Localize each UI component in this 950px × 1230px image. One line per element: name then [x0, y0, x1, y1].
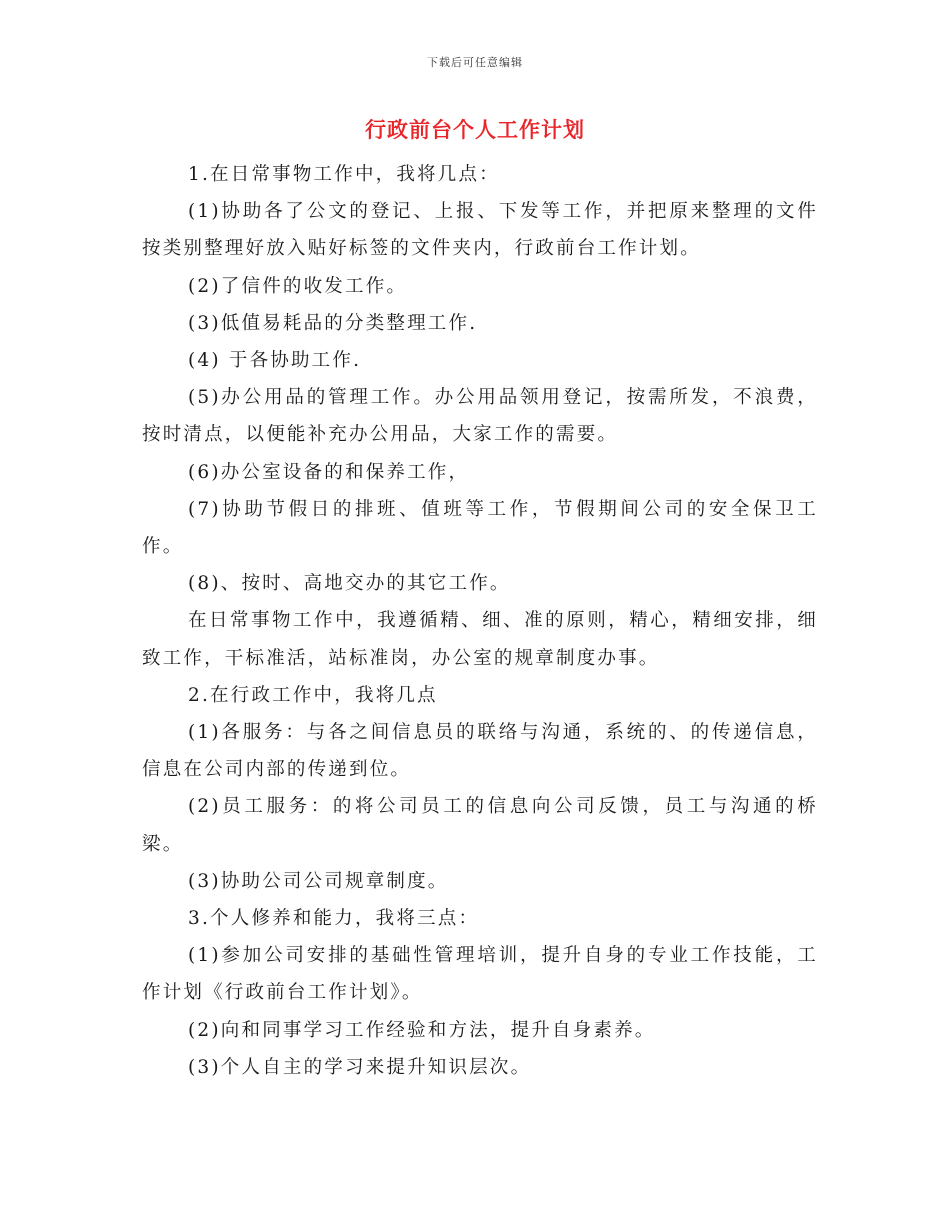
- paragraph: 3.个人修养和能力，我将三点：: [188, 908, 480, 930]
- paragraph: 2.在行政工作中，我将几点: [188, 684, 438, 706]
- paragraph: 1.在日常事物工作中，我将几点：: [188, 164, 500, 185]
- paragraph: (7)协助节假日的排班、值班等工作，节假期间公司的安全保卫工作。: [142, 498, 818, 558]
- paragraph: (1)协助各了公文的登记、上报、下发等工作，并把原来整理的文件按类别整理好放入贴好标签的文件夹内，行政前台工作计划。: [142, 201, 818, 260]
- paragraph: (6)办公室设备的和保养工作，: [188, 461, 470, 483]
- paragraph: (5)办公用品的管理工作。办公用品领用登记，按需所发，不浪费，按时清点，以便能补充办公用品，大家工作的需要。: [142, 387, 818, 446]
- document-body: [142, 156, 818, 1086]
- paragraph: (4) 于各协助工作.: [188, 350, 362, 372]
- paragraph: (8)、按时、高地交办的其它工作。: [188, 573, 511, 595]
- paragraph: (3)个人自主的学习来提升知识层次。: [188, 1056, 532, 1078]
- paragraph: 在日常事物工作中，我遵循精、细、准的原则，精心，精细安排，细致工作，干标准活，站标准岗，办公室的规章制度办事。: [142, 610, 818, 669]
- paragraph: (2)向和同事学习工作经验和方法，提升自身素养。: [188, 1019, 656, 1041]
- header-note: 下载后可任意编辑: [427, 56, 523, 69]
- paragraph: (3)协助公司公司规章制度。: [188, 870, 449, 892]
- paragraph: (1)各服务：与各之间信息员的联络与沟通，系统的、的传递信息，信息在公司内部的传递到位。: [142, 722, 818, 781]
- paragraph: (2)了信件的收发工作。: [188, 275, 408, 297]
- paragraph: (1)参加公司安排的基础性管理培训，提升自身的专业工作技能，工作计划《行政前台工作计划》。: [142, 945, 818, 1004]
- paragraph: (3)低值易耗品的分类整理工作.: [188, 312, 478, 334]
- document-title: 行政前台个人工作计划: [365, 117, 585, 142]
- paragraph: (2)员工服务：的将公司员工的信息向公司反馈，员工与沟通的桥梁。: [142, 796, 818, 855]
